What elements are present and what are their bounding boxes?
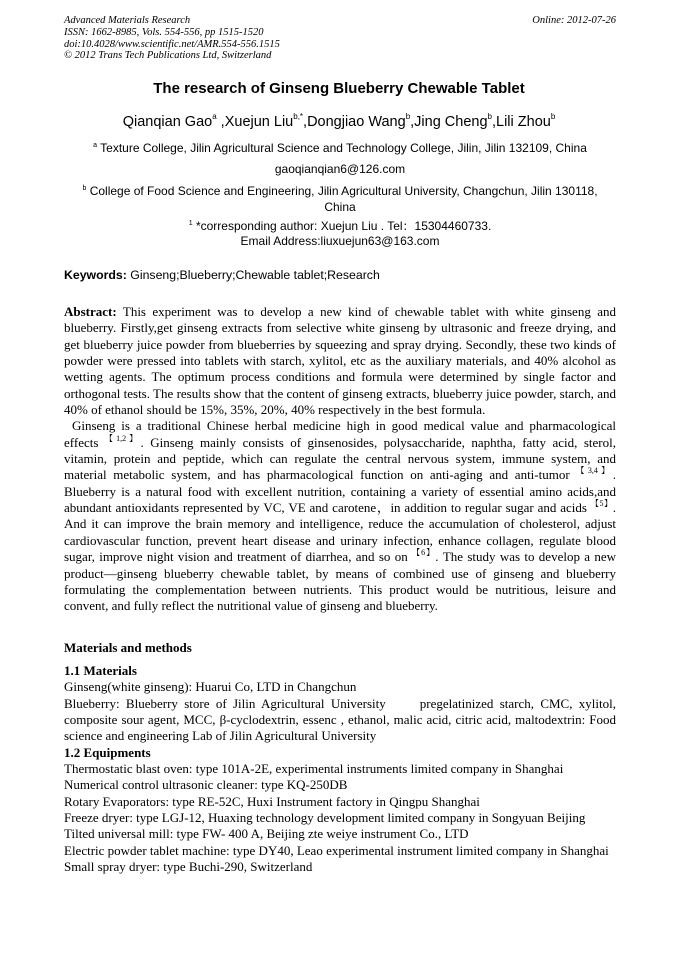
author-name: Qianqian Gao [122, 114, 213, 130]
subsection-heading-equipments: 1.2 Equipments [64, 744, 151, 760]
doi-line: doi:10.4028/www.scientific.net/AMR.554-556.1515 [64, 38, 280, 50]
citation-mark: 【3,4】 [576, 466, 613, 476]
keywords-text: Ginseng;Blueberry;Chewable tablet;Research [126, 268, 380, 282]
intro-paragraph [64, 418, 616, 614]
abstract-paragraph [64, 304, 616, 418]
paper-title: The research of Ginseng Blueberry Chewable Tablet [153, 80, 525, 97]
keywords [64, 268, 616, 282]
journal-header [64, 15, 616, 62]
material-text: pregelatinized starch, CMC, xylitol, composite sour agent, MCC, β-cyclodextrin, essenc , ethanol, malic acid, citric acid, maltodextrin: Food science and engineering Lab of Jilin Agricultural University [64, 695, 617, 744]
equipment-line: Small spray dryer: type Buchi-290, Switzerland [64, 859, 313, 875]
equipment-line: Freeze dryer: type LGJ-12, Huaxing technology development limited company in Songyuan Beijing [64, 810, 586, 826]
copyright-line: © 2012 Trans Tech Publications Ltd, Switzerland [64, 50, 272, 62]
corresponding-author [66, 216, 614, 234]
section-heading-methods: Materials and methods [64, 640, 192, 655]
author-affiliation-mark: b,* [293, 112, 304, 121]
abstract-text: This experiment was to develop a new kind of chewable tablet with white ginseng and blueberry. Firstly,get ginseng extracts from selective white ginseng by ultrasonic and freeze drying, and get blueberry juice powder from blueberries by squeezing and spray drying. Secondly, these two kinds of powder were pressed into tablets with starch, xylitol, etc as the auxiliary materials, and 40% alcohol as wetting agents. The optimum process conditions and formula were determined by single factor and orthogonal tests. The results show that the content of ginseng extracts, blueberry juice powder, starch, and 40% of ethanol should be 15%, 35%, 20%, 40% respectively in the best formula. [64, 304, 616, 418]
methods-body [64, 663, 616, 875]
citation-mark: 【1,2】 [104, 433, 141, 443]
affiliation-text: College of Food Science and Engineering, Jilin Agricultural University, Changchun, Jilin 130118, China [89, 184, 598, 214]
corresponding-mark: 1 [188, 220, 193, 227]
keywords-label: Keywords: [64, 268, 127, 282]
author-name: Xuejun Liu [224, 114, 294, 130]
author-affiliation-mark: b [405, 112, 411, 121]
corresponding-text: *corresponding author: Xuejun Liu . Tel：15304460733. [195, 219, 492, 233]
material-text: Blueberry: Blueberry store of Jilin Agricultural University [64, 695, 386, 711]
author-separator: , [303, 114, 308, 130]
online-date: Online: 2012-07-26 [532, 15, 616, 26]
intro-text: . Blueberry is a natural food with excellent nutrition, containing a variety of essential amino acids,and abundant antioxidants represented by VC, VE and carotene，in addition to regular sugar and acids [64, 467, 617, 516]
author-name: Jing Cheng [414, 114, 488, 130]
author-affiliation-mark: b [487, 112, 492, 121]
affiliation-mark: b [82, 185, 87, 192]
material-line: Ginseng(white ginseng): Huarui Co, LTD in Changchun [64, 679, 357, 695]
main-text [64, 304, 616, 615]
author-list [0, 112, 678, 130]
affiliation-b [66, 181, 614, 215]
citation-mark: 【5】 [590, 499, 613, 509]
author-separator: , [491, 114, 497, 130]
equipment-line: Electric powder tablet machine: type DY40, Leao experimental instrument limited company in Shanghai [64, 842, 609, 858]
author-affiliation-mark: a [212, 112, 217, 121]
abstract-label: Abstract: [64, 304, 117, 319]
intro-text: . And it can improve the brain memory and intelligence, reduce the accumulation of cholesterol, adjust cardiovascular function, prevent heart disease and urinary infection, enhance collagen, regulate blood sugar, improve night vision and treatment of diarrhea, and so on [64, 500, 617, 565]
material-line [64, 696, 616, 745]
author-email-a: gaoqianqian6@126.com [274, 162, 406, 176]
equipment-line: Numerical control ultrasonic cleaner: type KQ-250DB [64, 777, 348, 793]
author-name: Lili Zhou [496, 114, 551, 130]
affiliation-a [66, 138, 614, 156]
author-separator: , [216, 114, 225, 130]
equipment-line: Tilted universal mill: type FW- 400 A, Beijing zte weiye instrument Co., LTD [64, 826, 469, 842]
journal-name: Advanced Materials Research [64, 15, 191, 26]
author-affiliation-mark: b [550, 112, 556, 121]
citation-mark: 【6】 [412, 548, 436, 558]
intro-text: . The study was to develop a new product—ginseng blueberry chewable tablet, by means of combined use of ginseng and blueberry formulating the complementation between nutrients. This product would be nutritious, leisure and convent, and fully reflect the nutritional value of ginseng and blueberry. [64, 549, 617, 614]
author-separator: , [410, 114, 415, 130]
issn-line: ISSN: 1662-8985, Vols. 554-556, pp 1515-1520 [64, 26, 264, 38]
equipment-line: Thermostatic blast oven: type 101A-2E, experimental instruments limited company in Shanghai [64, 761, 564, 777]
subsection-heading-materials: 1.1 Materials [64, 663, 137, 678]
corresponding-email: Email Address:liuxuejun63@163.com [240, 234, 440, 248]
affiliation-text: Texture College, Jilin Agricultural Science and Technology College, Jilin, Jilin 132109, China [100, 141, 587, 155]
author-name: Dongjiao Wang [307, 114, 406, 130]
intro-text: . Ginseng mainly consists of ginsenosides, polysaccharide, naphtha, fatty acid, sterol, vitamin, protein and peptide, which can regulate the central nervous system, immune system, and material metabolic system, and has pharmacological function on anti-aging and anti-tumor [64, 434, 616, 483]
equipment-line: Rotary Evaporators: type RE-52C, Huxi Instrument factory in Qingpu Shanghai [64, 793, 480, 809]
affiliation-mark: a [93, 142, 98, 149]
intro-text: Ginseng is a traditional Chinese herbal medicine high in good medical value and pharmacological effects [64, 418, 616, 450]
